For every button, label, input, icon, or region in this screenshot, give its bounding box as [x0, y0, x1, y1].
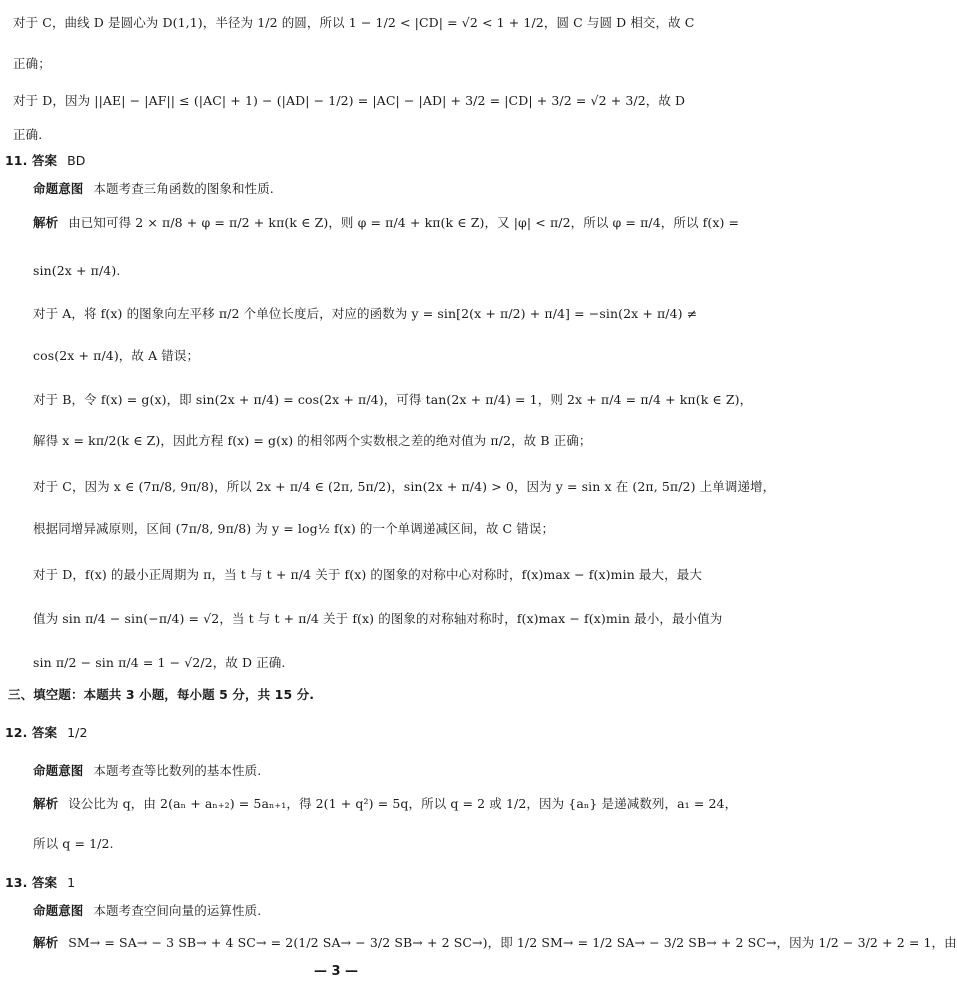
q11-intent-text: 本题考查三角函数的图象和性质. [93, 181, 274, 196]
q13-analysis-label: 解析 [33, 935, 59, 950]
q11-line-b-end: 解得 x = kπ/2(k ∈ Z)，因此方程 f(x) = g(x) 的相邻两个实数根之差的绝对值为 π/2，故 B 正确； [33, 433, 592, 448]
q10-line-c: 对于 C，曲线 D 是圆心为 D(1,1)，半径为 1/2 的圆，所以 1 − 1/2 < |CD| = √2 < 1 + 1/2，圆 C 与圆 D 相交，故 C [13, 15, 695, 30]
q10-line-c-end: 正确； [13, 56, 51, 71]
q13-intent-label: 命题意图 [33, 903, 84, 918]
q12-answer-label: 12. 答案 [5, 725, 58, 740]
q11-line-d-end: sin π/2 − sin π/4 = 1 − √2/2，故 D 正确. [33, 655, 286, 670]
q13-intent-row [33, 902, 261, 920]
q13-line-1: SM→ = SA→ − 3 SB→ + 4 SC→ = 2(1/2 SA→ − 3/2 SB→ + 2 SC→)，即 1/2 SM→ = 1/2 SA→ − 3/2 SB→ + 2 SC→，因为 1/2 − 3/2 + 2 = 1，由 [68, 935, 957, 950]
q11-answer-row [5, 152, 86, 170]
q12-intent-label: 命题意图 [33, 763, 84, 778]
section-heading-fill-blank: 三、填空题：本题共 3 小题，每小题 5 分，共 15 分. [8, 687, 315, 702]
q11-line-1: 由已知可得 2 × π/8 + φ = π/2 + kπ(k ∈ Z)，则 φ = π/4 + kπ(k ∈ Z)，又 |φ| < π/2，所以 φ = π/4，所以 f(x) = [68, 215, 740, 230]
q12-answer-row [5, 724, 88, 742]
q12-intent-text: 本题考查等比数列的基本性质. [93, 763, 262, 778]
q11-line-c: 对于 C，因为 x ∈ (7π/8, 9π/8)，所以 2x + π/4 ∈ (2π, 5π/2)，sin(2x + π/4) > 0，因为 y = sin x 在 (2π, 5π/2) 上单调递增， [33, 479, 776, 494]
q13-answer-value: 1 [67, 875, 76, 890]
q12-line-1: 设公比为 q，由 2(aₙ + aₙ₊₂) = 5aₙ₊₁，得 2(1 + q²) = 5q，所以 q = 2 或 1/2，因为 {aₙ} 是递减数列，a₁ = 24， [68, 796, 738, 811]
q12-intent-row [33, 762, 261, 780]
q13-analysis-row [33, 934, 957, 952]
q11-line-2: sin(2x + π/4). [33, 263, 121, 278]
q11-analysis-label: 解析 [33, 215, 59, 230]
q11-analysis-row [33, 214, 740, 232]
q10-line-d: 对于 D，因为 ||AE| − |AF|| ≤ (|AC| + 1) − (|AD| − 1/2) = |AC| − |AD| + 3/2 = |CD| + 3/2 = √2 + 3/2，故 D [13, 93, 686, 108]
page-number: — 3 — [313, 964, 359, 979]
q11-intent-label: 命题意图 [33, 181, 84, 196]
q11-line-d-2: 值为 sin π/4 − sin(−π/4) = √2，当 t 与 t + π/4 关于 f(x) 的图象的对称轴对称时，f(x)max − f(x)min 最小，最小值为 [33, 611, 723, 626]
q11-line-d: 对于 D，f(x) 的最小正周期为 π，当 t 与 t + π/4 关于 f(x) 的图象的对称中心对称时，f(x)max − f(x)min 最大，最大 [33, 567, 702, 582]
q12-line-2: 所以 q = 1/2. [33, 836, 114, 851]
q12-analysis-row [33, 795, 738, 813]
q12-analysis-label: 解析 [33, 796, 59, 811]
q11-answer-value: BD [67, 153, 86, 168]
q11-line-a: 对于 A，将 f(x) 的图象向左平移 π/2 个单位长度后，对应的函数为 y = sin[2(x + π/2) + π/4] = −sin(2x + π/4) ≠ [33, 306, 698, 321]
q11-answer-label: 11. 答案 [5, 153, 58, 168]
q11-line-c-end: 根据同增异减原则，区间 (7π/8, 9π/8) 为 y = log½ f(x) 的一个单调递减区间，故 C 错误； [33, 521, 555, 536]
q13-intent-text: 本题考查空间向量的运算性质. [93, 903, 262, 918]
q11-line-b: 对于 B，令 f(x) = g(x)，即 sin(2x + π/4) = cos(2x + π/4)，可得 tan(2x + π/4) = 1，则 2x + π/4 = π/4 + kπ(k ∈ Z)， [33, 392, 753, 407]
q11-line-a-end: cos(2x + π/4)，故 A 错误； [33, 348, 200, 363]
q12-answer-value: 1/2 [67, 725, 88, 740]
q13-answer-row [5, 874, 75, 892]
q13-answer-label: 13. 答案 [5, 875, 58, 890]
q10-line-d-end: 正确. [13, 127, 43, 142]
q11-intent-row [33, 180, 274, 198]
